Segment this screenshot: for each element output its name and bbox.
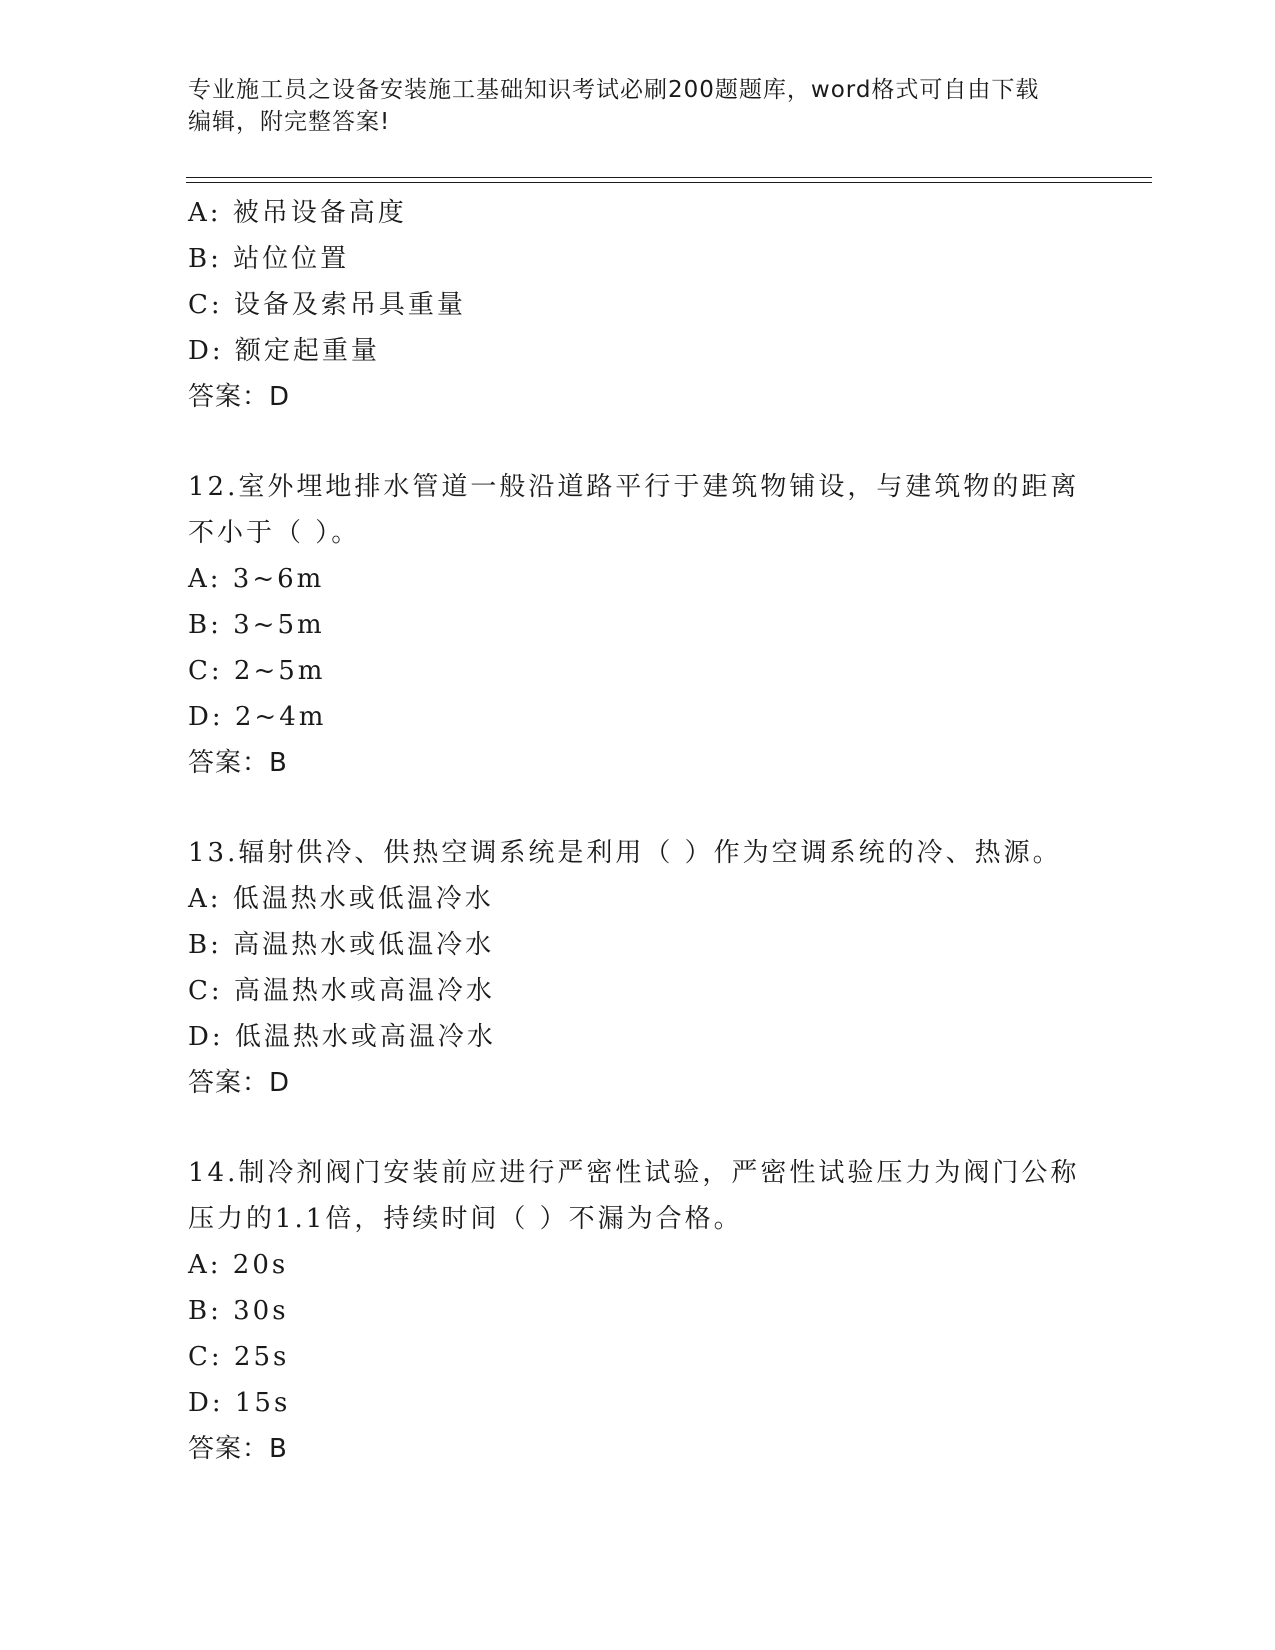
- header-title-line-1: 专业施工员之设备安装施工基础知识考试必刷200题题库，word格式可自由下载: [188, 77, 1040, 103]
- option-c: C: 高温热水或高温冷水: [188, 976, 495, 1006]
- question-stem-line: 14.制冷剂阀门安装前应进行严密性试验，严密性试验压力为阀门公称: [188, 1158, 1080, 1188]
- question-stem-line: 不小于（ ）。: [188, 518, 361, 548]
- question-12: [188, 464, 1088, 786]
- option-c: C: 2~5m: [188, 656, 326, 686]
- answer: 答案：B: [188, 1434, 288, 1464]
- answer: 答案：D: [188, 382, 291, 412]
- question-stem-line: 13.辐射供冷、供热空调系统是利用（ ）作为空调系统的冷、热源。: [188, 838, 1062, 868]
- option-b: B: 30s: [188, 1296, 289, 1326]
- option-d: D: 2~4m: [188, 702, 327, 732]
- option-a: A: 低温热水或低温冷水: [188, 884, 494, 914]
- question-13: [188, 830, 1088, 1106]
- option-d: D: 15s: [188, 1388, 291, 1418]
- question-list: [188, 190, 1088, 1472]
- option-c: C: 25s: [188, 1342, 290, 1372]
- option-a: A: 20s: [188, 1250, 289, 1280]
- header-title-line-2: 编辑，附完整答案!: [188, 109, 391, 135]
- spacer: [188, 420, 1088, 464]
- question-14: [188, 1150, 1088, 1472]
- spacer: [188, 1106, 1088, 1150]
- option-a: A: 被吊设备高度: [188, 198, 407, 228]
- answer: 答案：D: [188, 1068, 291, 1098]
- option-a: A: 3~6m: [188, 564, 325, 594]
- option-b: B: 高温热水或低温冷水: [188, 930, 495, 960]
- option-d: D: 额定起重量: [188, 336, 380, 366]
- option-b: B: 3~5m: [188, 610, 325, 640]
- question-stem-line: 压力的1.1倍，持续时间（ ）不漏为合格。: [188, 1204, 743, 1234]
- header-rule-top: [186, 177, 1152, 178]
- header-rule-bottom: [186, 182, 1152, 183]
- option-d: D: 低温热水或高温冷水: [188, 1022, 496, 1052]
- answer: 答案：B: [188, 748, 288, 778]
- question-11-partial: [188, 190, 1088, 420]
- question-stem-line: 12.室外埋地排水管道一般沿道路平行于建筑物铺设，与建筑物的距离: [188, 472, 1080, 502]
- option-b: B: 站位位置: [188, 244, 350, 274]
- option-c: C: 设备及索吊具重量: [188, 290, 466, 320]
- spacer: [188, 786, 1088, 830]
- document-header: [188, 74, 1068, 138]
